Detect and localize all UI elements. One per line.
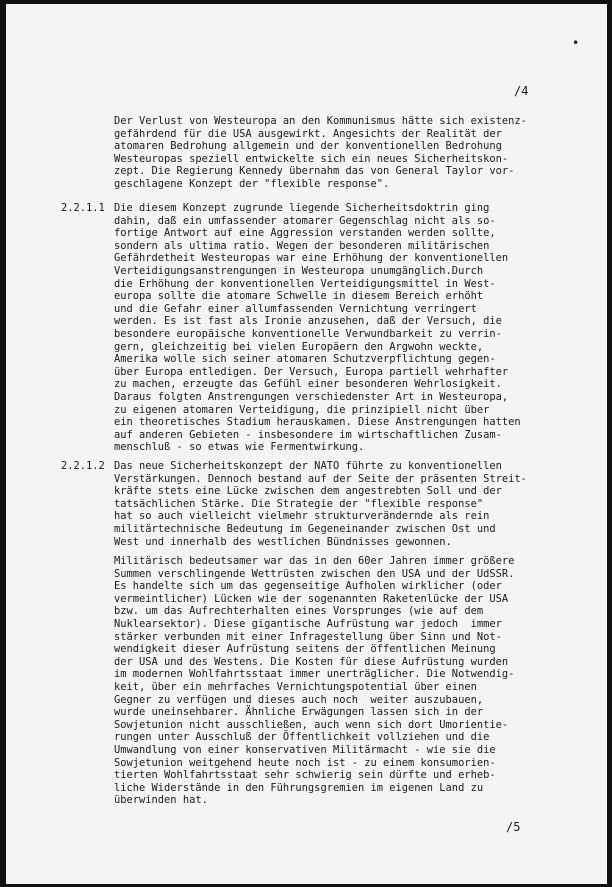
text-line: Der Verlust von Westeuropa an den Kommunismus hätte sich existenz-	[114, 115, 527, 127]
text-line: kräfte stets eine Lücke zwischen dem angestrebten Soll und der	[114, 485, 502, 498]
text-line: Militärisch bedeutsamer war das in den 60er Jahren immer größere	[114, 555, 515, 567]
text-line: keit, über ein mehrfaches Vernichtungspotential über einen	[114, 680, 477, 693]
page-number-bottom: /5	[506, 820, 521, 834]
text-line: geschlagene Konzept der "flexible response".	[114, 177, 390, 190]
paragraph-armament	[114, 555, 586, 807]
text-line: menschluß - so etwas wie Fermentwirkung.	[114, 441, 365, 454]
text-line: vermeintlicher) Lücken wie der sogenannten Raketenlücke der USA	[114, 592, 509, 605]
text-line: Amerika wolle sich seiner atomaren Schutzverpflichtung gegen-	[114, 353, 496, 366]
text-line: Sowjetunion nicht ausschließen, auch wenn sich dort Umorientie-	[114, 718, 509, 731]
text-line: sondern als ultima ratio. Wegen der besonderen militärischen	[114, 239, 490, 252]
text-line: europa sollte die atomare Schwelle in diesem Bereich erhöht	[114, 290, 484, 303]
text-line: Die diesem Konzept zugrunde liegende Sicherheitsdoktrin ging	[114, 202, 490, 214]
text-line: atomaren Bedrohung allgemein und der konventionellen Bedrohung	[114, 140, 502, 153]
text-line: wurde uneinsehbarer. Ähnliche Erwägungen lassen sich in der	[114, 706, 484, 719]
text-line: Verteidigungsanstrengungen in Westeuropa unumgänglich.Durch	[114, 264, 484, 277]
text-line: die Erhöhung der konventionellen Verteidigungsmittel in West-	[114, 277, 496, 290]
text-line: bzw. um das Aufrechterhalten eines Vorsprunges (wie auf dem	[114, 605, 484, 618]
text-line: Umwandlung von einer konservativen Militärmacht - wie sie die	[114, 743, 496, 756]
text-line: im modernen Wohlfahrtsstaat immer unerträglicher. Die Notwendig-	[114, 668, 515, 681]
text-line: Westeuropas speziell entwickelte sich ein neues Sicherheitskon-	[114, 152, 509, 165]
section-2-2-1-1-body	[114, 202, 586, 454]
document-page	[6, 4, 607, 884]
text-line: liche Widerstände in den Führungsgremien im eigenen Land zu	[114, 781, 484, 794]
text-line: hat so auch vielleicht vielmehr strukturverändernde als rein	[114, 510, 490, 523]
corner-mark: •	[572, 36, 580, 50]
text-line: Das neue Sicherheitskonzept der NATO führte zu konventionellen	[114, 460, 502, 472]
text-line: Daraus folgten Anstrengungen verschiedenster Art in Westeuropa,	[114, 390, 509, 403]
text-line: Es handelte sich um das gegenseitige Aufholen wirklicher (oder	[114, 580, 502, 593]
text-line: tatsächlichen Stärke. Die Strategie der "flexible response"	[114, 497, 484, 510]
text-line: besondere europäische konventionelle Verwundbarkeit zu verrin-	[114, 327, 502, 340]
text-line: dahin, daß ein umfassender atomarer Gegenschlag nicht als so-	[114, 214, 496, 227]
text-line: gefährdend für die USA ausgewirkt. Angesichts der Realität der	[114, 127, 502, 140]
text-line: stärker verbunden mit einer Infragestellung über Sinn und Not-	[114, 630, 502, 643]
text-line: Nuklearsektor). Diese gigantische Aufrüstung war jedoch immer	[114, 617, 502, 630]
text-line: West und innerhalb des westlichen Bündnisses gewonnen.	[114, 535, 452, 548]
text-line: tierten Wohlfahrtsstaat sehr schwierig sein dürfte und erheb-	[114, 769, 496, 782]
text-line: rungen unter Ausschluß der Öffentlichkeit vollziehen und die	[114, 731, 490, 744]
text-line: Summen verschlingende Wettrüsten zwischen den USA und der UdSSR.	[114, 567, 515, 580]
text-line: über Europa entledigen. Der Versuch, Europa partiell wehrhafter	[114, 365, 509, 378]
text-line: der USA und des Westens. Die Kosten für diese Aufrüstung wurden	[114, 655, 509, 668]
text-line: überwinden hat.	[114, 794, 208, 807]
text-line: Gegner zu verfügen und dieses auch noch weiter auszubauen,	[114, 693, 484, 706]
section-number: 2.2.1.2	[61, 460, 105, 472]
text-line: Gefährdetheit Westeuropas war eine Erhöhung der konventionellen	[114, 252, 509, 265]
text-line: Verstärkungen. Dennoch bestand auf der Seite der präsenten Streit-	[114, 472, 527, 485]
text-line: auf anderen Gebieten - insbesondere im wirtschaftlichen Zusam-	[114, 428, 502, 441]
text-line: zu eigenen atomaren Verteidigung, die prinzipiell nicht über	[114, 403, 490, 416]
text-line: militärtechnische Bedeutung im Gegeneinander zwischen Ost und	[114, 522, 496, 535]
section-number: 2.2.1.1	[61, 202, 105, 214]
text-line: ein theoretisches Stadium herauskamen. Diese Anstrengungen hatten	[114, 416, 521, 429]
text-line: zu machen, erzeugte das Gefühl einer besonderen Wehrlosigkeit.	[114, 378, 502, 391]
text-line: gern, gleichzeitig bei vielen Europäern den Argwohn weckte,	[114, 340, 484, 353]
section-2-2-1-2-body	[114, 460, 586, 548]
text-line: zept. Die Regierung Kennedy übernahm das von General Taylor vor-	[114, 165, 515, 178]
text-line: Sowjetunion weitgehend heute noch ist - zu einem konsumorien-	[114, 756, 496, 769]
paragraph-intro	[114, 115, 586, 191]
text-line: werden. Es ist fast als Ironie anzusehen, daß der Versuch, die	[114, 315, 502, 328]
page-number-top: /4	[514, 84, 529, 98]
text-line: wendigkeit dieser Aufrüstung seitens der öffentlichen Meinung	[114, 643, 496, 656]
text-line: und die Gefahr einer allumfassenden Vernichtung verringert	[114, 302, 477, 315]
text-line: fortige Antwort auf eine Aggression verstanden werden sollte,	[114, 227, 496, 240]
